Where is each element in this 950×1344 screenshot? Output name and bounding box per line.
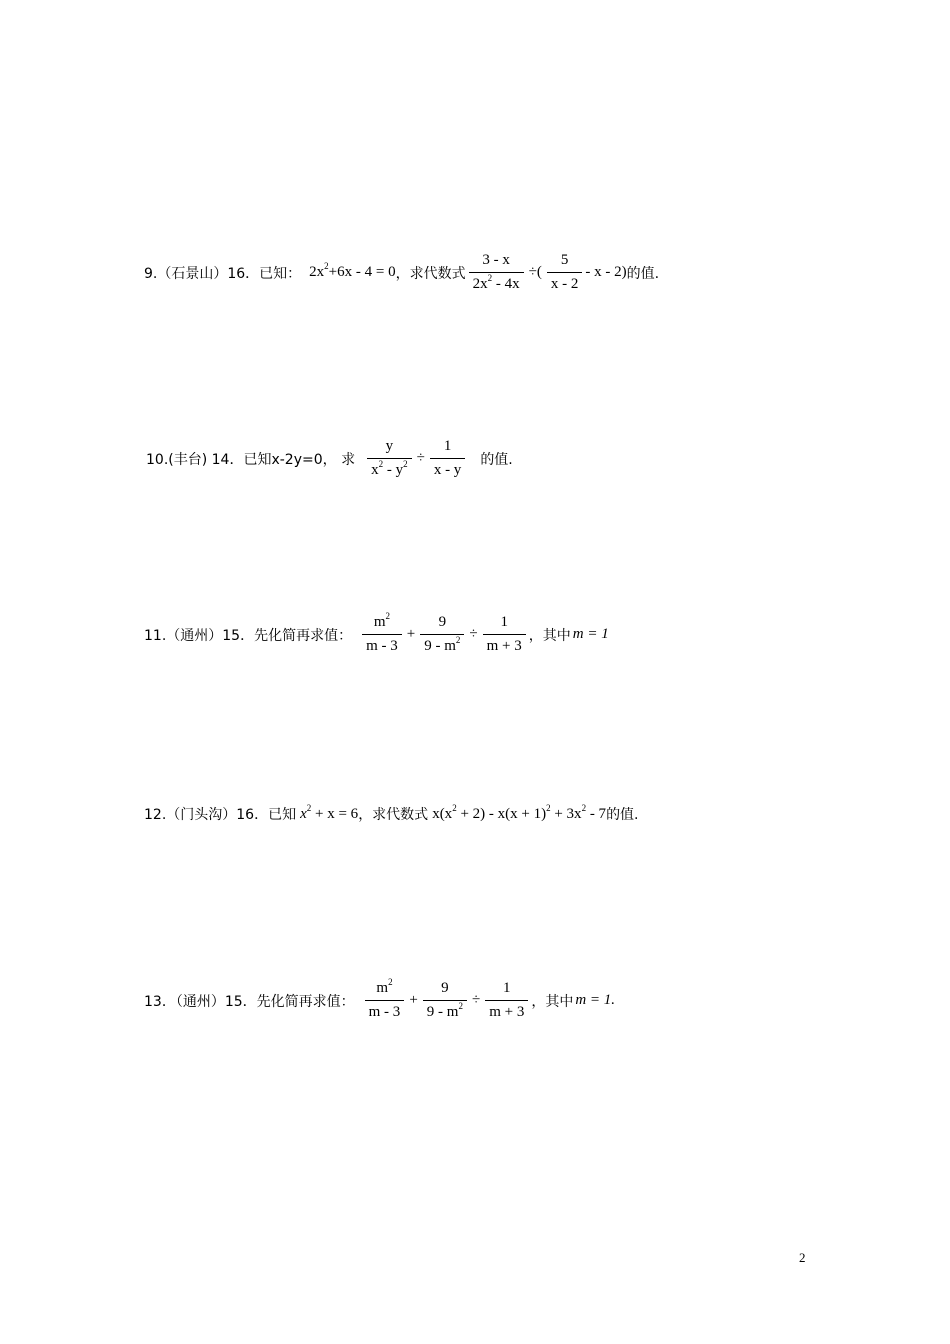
problem-13-label: 13．（通州）15．先化简再求值： bbox=[144, 993, 355, 1010]
problem-9-tail: - x - 2) bbox=[585, 264, 627, 280]
problem-11-fraction-2: $\frac{9}{9 - m^2}$ bbox=[420, 614, 464, 655]
problem-9-divide: ÷( bbox=[528, 264, 542, 280]
problem-9 bbox=[144, 252, 659, 293]
problem-13-fraction-1: $\frac{m^2}{m - 3}$ bbox=[365, 980, 405, 1021]
problem-10-label: 10.(丰台) 14．已知x-2y=0， 求 bbox=[146, 451, 356, 468]
problem-11-label: 11.（通州）15．先化简再求值： bbox=[144, 627, 353, 644]
problem-13-divide: ÷ bbox=[471, 992, 481, 1008]
problem-10-fraction-2: $\frac{1}{x - y}$ bbox=[430, 438, 466, 479]
problem-11 bbox=[144, 611, 609, 655]
problem-12 bbox=[144, 804, 639, 824]
problem-12-condition: $x^2 + x = 6$ bbox=[300, 802, 359, 822]
problem-13-condition: m = 1. bbox=[575, 992, 616, 1008]
problem-9-fraction-1: $\frac{3 - x}{2x^2 - 4x}$ bbox=[469, 252, 524, 293]
problem-9-label: 9.（石景山）16．已知： bbox=[144, 265, 302, 282]
problem-13-fraction-3: $\frac{1}{m + 3}$ bbox=[485, 980, 528, 1021]
problem-12-expression: $x(x^2 + 2) - x(x + 1)^2 + 3x^2 - 7$ bbox=[432, 802, 607, 822]
problem-11-fraction-3: $\frac{1}{m + 3}$ bbox=[483, 614, 526, 655]
problem-10-divide: ÷ bbox=[416, 450, 425, 466]
problem-11-fraction-1: $\frac{m^2}{m - 3}$ bbox=[362, 614, 402, 655]
problem-10 bbox=[146, 438, 513, 479]
page-number: 2 bbox=[799, 1250, 806, 1265]
problem-11-divide: ÷ bbox=[469, 626, 478, 642]
problem-10-fraction-1: $\frac{y}{x^2 - y^2}$ bbox=[367, 438, 412, 479]
problem-9-condition: $2x^2+6x - 4 = 0$ bbox=[309, 261, 396, 280]
problem-9-end-text: 的值. bbox=[626, 265, 660, 282]
problem-13-fraction-2: $\frac{9}{9 - m^2}$ bbox=[423, 980, 467, 1021]
problem-11-plus: + bbox=[406, 626, 416, 642]
problem-11-condition: m = 1 bbox=[572, 626, 609, 642]
problem-9-mid-text: ，求代数式 bbox=[395, 265, 466, 282]
problem-11-mid-text: ，其中 bbox=[528, 627, 571, 644]
problem-12-mid-text: ，求代数式 bbox=[358, 807, 429, 823]
problem-10-end-text: 的值. bbox=[480, 451, 513, 468]
problem-13 bbox=[144, 977, 616, 1021]
problem-12-label: 12.（门头沟）16．已知 bbox=[144, 807, 297, 823]
problem-13-mid-text: ，其中 bbox=[531, 993, 574, 1010]
problem-13-plus: + bbox=[409, 992, 418, 1008]
problem-12-end-text: 的值. bbox=[606, 807, 639, 823]
problem-9-fraction-2: $\frac{5}{x - 2}$ bbox=[547, 252, 583, 293]
